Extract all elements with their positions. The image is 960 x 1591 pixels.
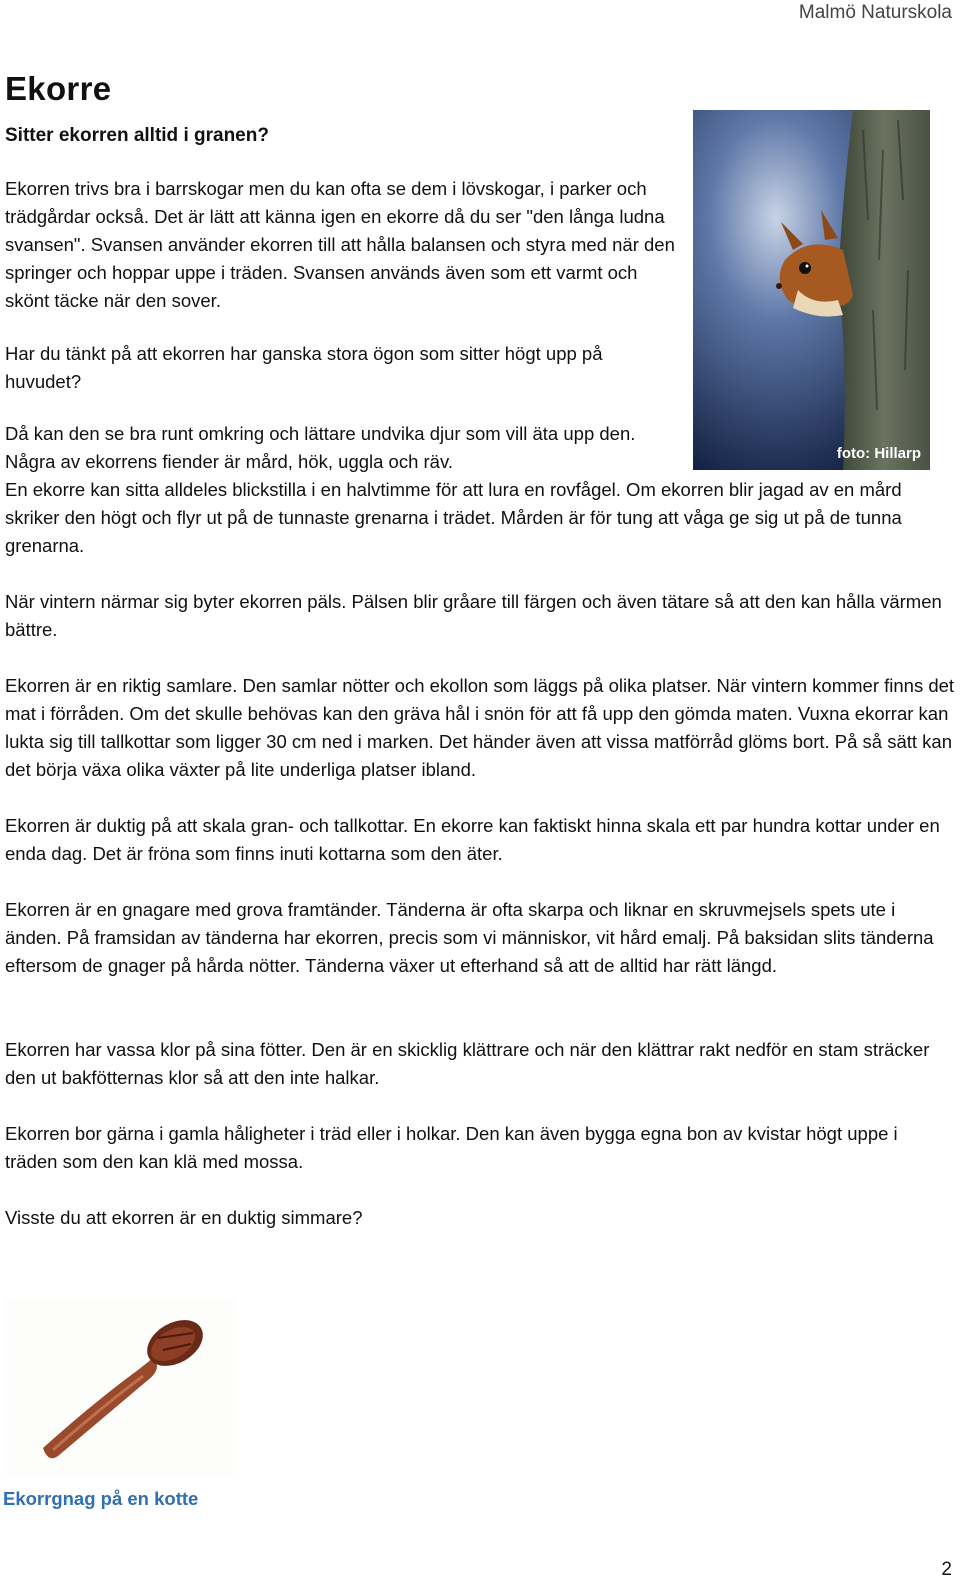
page-header: Malmö Naturskola [798,2,952,23]
page-subtitle: Sitter ekorren alltid i granen? [5,125,269,146]
paragraph-intro: Ekorren trivs bra i barrskogar men du kan ofta se dem i lövskogar, i parker och trädgårdar också. Det är lätt att känna igen en ekorre då du ser "den långa ludna svansen". Svansen använder ekorren till att hålla balansen och styra med när den springer och hoppar uppe i träden. Svansen används även som ett varmt och skönt täcke när den sover. [5,178,675,311]
paragraph-teeth: Ekorren är en gnagare med grova framtänder. Tänderna är ofta skarpa och liknar en skruvmejsels spets ute i änden. På framsidan av tänderna har ekorren, precis som vi människor, vit hård emalj. På baksidan slits tänderna eftersom de gnager på hårda nötter. Tänderna växer ut efterhand så att de alltid har rätt längd. [5,899,934,976]
paragraph-swimmer: Visste du att ekorren är en duktig simmare? [5,1207,363,1228]
page-title: Ekorre [5,70,112,107]
page-number: 2 [941,1559,952,1580]
paragraph-enemies: Då kan den se bra runt omkring och lättare undvika djur som vill äta upp den. Några av ekorrens fiender är mård, hök, uggla och räv. [5,423,636,472]
gnawed-cone-photo [3,1298,237,1475]
paragraph-winter-fur: När vintern närmar sig byter ekorren päls. Pälsen blir gråare till färgen och även tätare så att den kan hålla värmen bättre. [5,591,942,640]
paragraph-cones: Ekorren är duktig på att skala gran- och tallkottar. En ekorre kan faktiskt hinna skala ett par hundra kottar under en enda dag. Det är fröna som finns inuti kottarna som den äter. [5,815,940,864]
paragraph-nest: Ekorren bor gärna i gamla håligheter i träd eller i holkar. Den kan även bygga egna bon av kvistar högt uppe i träden som den kan klä med mossa. [5,1123,898,1172]
image-caption: Ekorrgnag på en kotte [3,1488,199,1509]
paragraph-claws: Ekorren har vassa klor på sina fötter. Den är en skicklig klättrare och när den klättrar rakt nedför en stam sträcker den ut bakfötternas klor så att den inte halkar. [5,1039,930,1088]
paragraph-collector: Ekorren är en riktig samlare. Den samlar nötter och ekollon som läggs på olika platser. När vintern kommer finns det mat i förråden. Om det skulle behövas kan den gräva hål i snön för att få upp den gömda maten. Vuxna ekorrar kan lukta sig till tallkottar som ligger 30 cm ned i marken. Det händer även att vissa matförråd glöms bort. På så sätt kan det börja växa olika växter på lite underliga platser ibland. [5,675,955,780]
paragraph-eyes: Har du tänkt på att ekorren har ganska stora ögon som sitter högt upp på huvudet? [5,343,603,392]
paragraph-escape: En ekorre kan sitta alldeles blickstilla i en halvtimme för att lura en rovfågel. Om ekorren blir jagad av en mård skriker den högt och flyr ut på de tunnaste grenarna i trädet. Mården är för tung att våga ge sig ut på de tunna grenarna. [5,479,902,556]
photo-credit: foto: Hillarp [836,445,921,462]
squirrel-photo [693,110,930,470]
